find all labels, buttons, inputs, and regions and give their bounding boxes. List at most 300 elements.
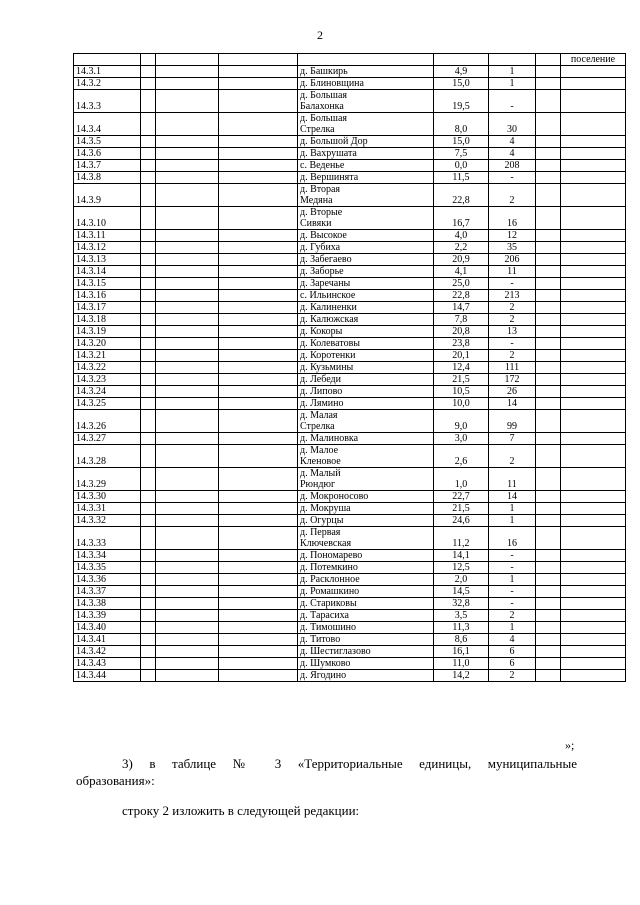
- settlement-name-line: д. Вторые: [300, 207, 343, 218]
- row-code: 14.3.27: [74, 433, 141, 445]
- empty-cell: [561, 242, 626, 254]
- settlement-name-line: д. Расклонное: [300, 574, 360, 585]
- header-cell: [74, 54, 141, 66]
- empty-cell: [141, 433, 156, 445]
- settlement-name: [298, 148, 434, 160]
- empty-cell: [156, 410, 219, 433]
- settlement-name-line: д. Вторая: [300, 184, 341, 195]
- distance-value: 16,7: [434, 207, 489, 230]
- empty-cell: [561, 90, 626, 113]
- settlement-name-line: д. Вахрушата: [300, 148, 357, 159]
- empty-cell: [561, 646, 626, 658]
- empty-cell: [536, 646, 561, 658]
- table-row: [74, 78, 626, 90]
- empty-cell: [141, 670, 156, 682]
- distance-value: 20,8: [434, 326, 489, 338]
- settlement-name-line: д. Ягодино: [300, 670, 347, 681]
- distance-value: 20,9: [434, 254, 489, 266]
- distance-value: 32,8: [434, 598, 489, 610]
- empty-cell: [156, 66, 219, 78]
- population-value: 14: [489, 398, 536, 410]
- empty-cell: [156, 302, 219, 314]
- row-code: 14.3.24: [74, 386, 141, 398]
- table-row: [74, 491, 626, 503]
- distance-value: 10,5: [434, 386, 489, 398]
- empty-cell: [141, 172, 156, 184]
- settlement-name: [298, 350, 434, 362]
- distance-value: 3,5: [434, 610, 489, 622]
- empty-cell: [536, 362, 561, 374]
- table-row: [74, 503, 626, 515]
- population-value: -: [489, 278, 536, 290]
- population-value: 213: [489, 290, 536, 302]
- population-value: 111: [489, 362, 536, 374]
- table-row: [74, 670, 626, 682]
- empty-cell: [219, 290, 298, 302]
- settlement-name-line: д. Вершинята: [300, 172, 359, 183]
- distance-value: 21,5: [434, 374, 489, 386]
- empty-cell: [156, 574, 219, 586]
- population-value: 2: [489, 350, 536, 362]
- population-value: -: [489, 172, 536, 184]
- distance-value: 12,5: [434, 562, 489, 574]
- settlement-name-line: д. Шестиглазово: [300, 646, 371, 657]
- distance-value: 4,0: [434, 230, 489, 242]
- row-code: 14.3.44: [74, 670, 141, 682]
- distance-value: 11,5: [434, 172, 489, 184]
- empty-cell: [141, 562, 156, 574]
- distance-value: 14,7: [434, 302, 489, 314]
- population-value: 4: [489, 634, 536, 646]
- table-row: [74, 362, 626, 374]
- settlement-name: [298, 445, 434, 468]
- table-row: [74, 598, 626, 610]
- empty-cell: [561, 445, 626, 468]
- settlement-name: [298, 290, 434, 302]
- empty-cell: [561, 658, 626, 670]
- population-value: 1: [489, 574, 536, 586]
- row-code: 14.3.14: [74, 266, 141, 278]
- table-row: [74, 410, 626, 433]
- settlement-name: [298, 386, 434, 398]
- header-cell: [156, 54, 219, 66]
- empty-cell: [141, 362, 156, 374]
- distance-value: 15,0: [434, 136, 489, 148]
- settlement-name-line: д. Заборье: [300, 266, 344, 277]
- settlement-name: [298, 622, 434, 634]
- empty-cell: [536, 302, 561, 314]
- settlement-name-line: д. Ромашкино: [300, 586, 360, 597]
- empty-cell: [219, 113, 298, 136]
- population-value: 206: [489, 254, 536, 266]
- empty-cell: [536, 634, 561, 646]
- empty-cell: [561, 278, 626, 290]
- empty-cell: [141, 113, 156, 136]
- settlement-name-line: д. Забегаево: [300, 254, 352, 265]
- empty-cell: [536, 136, 561, 148]
- empty-cell: [219, 468, 298, 491]
- row-code: 14.3.29: [74, 468, 141, 491]
- empty-cell: [156, 184, 219, 207]
- header-cell: [141, 54, 156, 66]
- empty-cell: [561, 527, 626, 550]
- empty-cell: [536, 468, 561, 491]
- row-code: 14.3.41: [74, 634, 141, 646]
- empty-cell: [219, 362, 298, 374]
- empty-cell: [536, 242, 561, 254]
- table-row: [74, 527, 626, 550]
- table-row: [74, 550, 626, 562]
- table-row: [74, 90, 626, 113]
- empty-cell: [536, 445, 561, 468]
- settlement-name: [298, 646, 434, 658]
- empty-cell: [561, 136, 626, 148]
- row-code: 14.3.11: [74, 230, 141, 242]
- distance-value: 2,6: [434, 445, 489, 468]
- empty-cell: [141, 586, 156, 598]
- settlement-name-line: д. Мокроносово: [300, 491, 369, 502]
- settlement-name-line: д. Лебеди: [300, 374, 341, 385]
- empty-cell: [219, 562, 298, 574]
- empty-cell: [141, 646, 156, 658]
- distance-value: 2,0: [434, 574, 489, 586]
- empty-cell: [141, 574, 156, 586]
- page-number: 2: [317, 28, 323, 42]
- population-value: 16: [489, 207, 536, 230]
- settlement-name-line: д. Тимошино: [300, 622, 357, 633]
- population-value: 1: [489, 78, 536, 90]
- settlement-name-line: д. Мокруша: [300, 503, 351, 514]
- population-value: 99: [489, 410, 536, 433]
- population-value: 16: [489, 527, 536, 550]
- settlement-name: [298, 136, 434, 148]
- table-row: [74, 136, 626, 148]
- empty-cell: [141, 326, 156, 338]
- distance-value: 22,8: [434, 184, 489, 207]
- population-value: 1: [489, 503, 536, 515]
- population-value: -: [489, 550, 536, 562]
- distance-value: 1,0: [434, 468, 489, 491]
- row-code: 14.3.35: [74, 562, 141, 574]
- empty-cell: [141, 398, 156, 410]
- header-cell: [434, 54, 489, 66]
- empty-cell: [561, 66, 626, 78]
- row-code: 14.3.36: [74, 574, 141, 586]
- empty-cell: [141, 658, 156, 670]
- settlement-name: [298, 230, 434, 242]
- population-value: 6: [489, 646, 536, 658]
- empty-cell: [141, 78, 156, 90]
- settlement-name-line: д. Заречаны: [300, 278, 351, 289]
- row-code: 14.3.1: [74, 66, 141, 78]
- row-code: 14.3.28: [74, 445, 141, 468]
- table-row: [74, 184, 626, 207]
- distance-value: 8,6: [434, 634, 489, 646]
- empty-cell: [561, 468, 626, 491]
- distance-value: 24,6: [434, 515, 489, 527]
- distance-value: 15,0: [434, 78, 489, 90]
- table-row: [74, 148, 626, 160]
- empty-cell: [219, 230, 298, 242]
- distance-value: 19,5: [434, 90, 489, 113]
- empty-cell: [536, 290, 561, 302]
- table-row: [74, 266, 626, 278]
- distance-value: 22,7: [434, 491, 489, 503]
- table-row: [74, 207, 626, 230]
- empty-cell: [141, 527, 156, 550]
- empty-cell: [156, 207, 219, 230]
- table-header-row: [74, 54, 626, 66]
- settlement-name: [298, 278, 434, 290]
- empty-cell: [219, 515, 298, 527]
- empty-cell: [536, 610, 561, 622]
- empty-cell: [219, 90, 298, 113]
- table-row: [74, 113, 626, 136]
- settlement-name: [298, 266, 434, 278]
- empty-cell: [156, 634, 219, 646]
- empty-cell: [536, 550, 561, 562]
- empty-cell: [536, 598, 561, 610]
- settlement-name: [298, 90, 434, 113]
- row-code: 14.3.8: [74, 172, 141, 184]
- empty-cell: [561, 362, 626, 374]
- empty-cell: [536, 410, 561, 433]
- table-row: [74, 386, 626, 398]
- settlement-name-line: с. Ильинское: [300, 290, 356, 301]
- empty-cell: [141, 160, 156, 172]
- empty-cell: [156, 338, 219, 350]
- header-cell: [536, 54, 561, 66]
- empty-cell: [219, 634, 298, 646]
- settlement-name: [298, 670, 434, 682]
- empty-cell: [156, 278, 219, 290]
- population-value: 11: [489, 266, 536, 278]
- settlement-name: [298, 314, 434, 326]
- empty-cell: [219, 266, 298, 278]
- empty-cell: [141, 598, 156, 610]
- row-code: 14.3.15: [74, 278, 141, 290]
- empty-cell: [156, 515, 219, 527]
- settlement-name-line: д. Башкирь: [300, 66, 348, 77]
- settlement-name: [298, 242, 434, 254]
- population-value: 2: [489, 610, 536, 622]
- empty-cell: [156, 386, 219, 398]
- empty-cell: [156, 491, 219, 503]
- empty-cell: [536, 66, 561, 78]
- empty-cell: [536, 90, 561, 113]
- empty-cell: [536, 148, 561, 160]
- distance-value: 21,5: [434, 503, 489, 515]
- population-value: 12: [489, 230, 536, 242]
- population-value: 1: [489, 66, 536, 78]
- distance-value: 25,0: [434, 278, 489, 290]
- population-value: -: [489, 562, 536, 574]
- empty-cell: [156, 433, 219, 445]
- table-row: [74, 634, 626, 646]
- table-row: [74, 622, 626, 634]
- population-value: 172: [489, 374, 536, 386]
- row-code: 14.3.5: [74, 136, 141, 148]
- table-row: [74, 230, 626, 242]
- empty-cell: [219, 527, 298, 550]
- empty-cell: [219, 314, 298, 326]
- empty-cell: [561, 113, 626, 136]
- row-code: 14.3.16: [74, 290, 141, 302]
- empty-cell: [219, 302, 298, 314]
- population-value: 11: [489, 468, 536, 491]
- empty-cell: [536, 670, 561, 682]
- settlement-name: [298, 550, 434, 562]
- amendment-instruction: строку 2 изложить в следующей редакции:: [122, 803, 360, 818]
- empty-cell: [219, 148, 298, 160]
- empty-cell: [156, 230, 219, 242]
- settlement-name-line: д. Калиненки: [300, 302, 357, 313]
- empty-cell: [141, 338, 156, 350]
- distance-value: 20,1: [434, 350, 489, 362]
- settlement-name-line: д. Калюжская: [300, 314, 359, 325]
- empty-cell: [156, 527, 219, 550]
- settlement-name-line: Кленовое: [300, 456, 341, 467]
- empty-cell: [156, 398, 219, 410]
- settlement-name-line: д. Стариковы: [300, 598, 357, 609]
- empty-cell: [156, 562, 219, 574]
- empty-cell: [536, 562, 561, 574]
- empty-cell: [156, 445, 219, 468]
- empty-cell: [141, 503, 156, 515]
- empty-cell: [219, 172, 298, 184]
- population-value: 2: [489, 302, 536, 314]
- empty-cell: [156, 314, 219, 326]
- empty-cell: [219, 160, 298, 172]
- empty-cell: [156, 610, 219, 622]
- table-row: [74, 172, 626, 184]
- settlement-name: [298, 433, 434, 445]
- population-value: 30: [489, 113, 536, 136]
- table-row: [74, 242, 626, 254]
- empty-cell: [219, 433, 298, 445]
- population-value: 208: [489, 160, 536, 172]
- empty-cell: [141, 266, 156, 278]
- empty-cell: [536, 622, 561, 634]
- empty-cell: [536, 374, 561, 386]
- empty-cell: [141, 290, 156, 302]
- table-row: [74, 610, 626, 622]
- table-row: [74, 254, 626, 266]
- empty-cell: [561, 314, 626, 326]
- empty-cell: [141, 350, 156, 362]
- empty-cell: [141, 66, 156, 78]
- distance-value: 4,1: [434, 266, 489, 278]
- settlement-name-line: д. Большой Дор: [300, 136, 368, 147]
- empty-cell: [141, 515, 156, 527]
- settlement-name: [298, 326, 434, 338]
- population-value: 14: [489, 491, 536, 503]
- empty-cell: [219, 350, 298, 362]
- empty-cell: [141, 278, 156, 290]
- row-code: 14.3.10: [74, 207, 141, 230]
- population-value: 7: [489, 433, 536, 445]
- settlement-name-line: д. Титово: [300, 634, 341, 645]
- empty-cell: [561, 302, 626, 314]
- empty-cell: [219, 622, 298, 634]
- empty-cell: [536, 160, 561, 172]
- population-value: 1: [489, 622, 536, 634]
- empty-cell: [536, 433, 561, 445]
- settlement-name: [298, 172, 434, 184]
- table-row: [74, 374, 626, 386]
- population-value: 1: [489, 515, 536, 527]
- row-code: 14.3.26: [74, 410, 141, 433]
- closing-quote-mark: »;: [565, 738, 575, 752]
- empty-cell: [219, 278, 298, 290]
- table-row: [74, 350, 626, 362]
- empty-cell: [156, 148, 219, 160]
- empty-cell: [219, 254, 298, 266]
- row-code: 14.3.20: [74, 338, 141, 350]
- table-row: [74, 338, 626, 350]
- settlement-name-line: д. Большая: [300, 90, 347, 101]
- empty-cell: [561, 491, 626, 503]
- empty-cell: [141, 610, 156, 622]
- settlement-name: [298, 586, 434, 598]
- empty-cell: [561, 610, 626, 622]
- table-row: [74, 66, 626, 78]
- distance-value: 14,5: [434, 586, 489, 598]
- empty-cell: [536, 350, 561, 362]
- empty-cell: [156, 503, 219, 515]
- settlement-name-line: Стрелка: [300, 124, 335, 135]
- settlement-name: [298, 468, 434, 491]
- empty-cell: [141, 184, 156, 207]
- table-row: [74, 433, 626, 445]
- empty-cell: [156, 326, 219, 338]
- empty-cell: [156, 362, 219, 374]
- empty-cell: [141, 254, 156, 266]
- settlement-name: [298, 562, 434, 574]
- empty-cell: [219, 658, 298, 670]
- settlement-name: [298, 184, 434, 207]
- row-code: 14.3.40: [74, 622, 141, 634]
- empty-cell: [536, 113, 561, 136]
- empty-cell: [561, 386, 626, 398]
- empty-cell: [219, 610, 298, 622]
- settlement-name-line: д. Липово: [300, 386, 343, 397]
- empty-cell: [561, 326, 626, 338]
- empty-cell: [156, 266, 219, 278]
- empty-cell: [219, 78, 298, 90]
- settlement-name-line: д. Лямино: [300, 398, 344, 409]
- empty-cell: [561, 350, 626, 362]
- settlement-name: [298, 398, 434, 410]
- empty-cell: [561, 503, 626, 515]
- empty-cell: [219, 326, 298, 338]
- table-row: [74, 586, 626, 598]
- empty-cell: [561, 207, 626, 230]
- settlement-name-line: д. Потемкино: [300, 562, 358, 573]
- empty-cell: [156, 78, 219, 90]
- empty-cell: [156, 586, 219, 598]
- settlements-table: [73, 53, 626, 682]
- settlement-name: [298, 527, 434, 550]
- empty-cell: [561, 670, 626, 682]
- empty-cell: [561, 338, 626, 350]
- table-row: [74, 398, 626, 410]
- settlement-name-line: д. Колеватовы: [300, 338, 361, 349]
- settlement-name: [298, 598, 434, 610]
- distance-value: 7,5: [434, 148, 489, 160]
- empty-cell: [156, 90, 219, 113]
- empty-cell: [561, 398, 626, 410]
